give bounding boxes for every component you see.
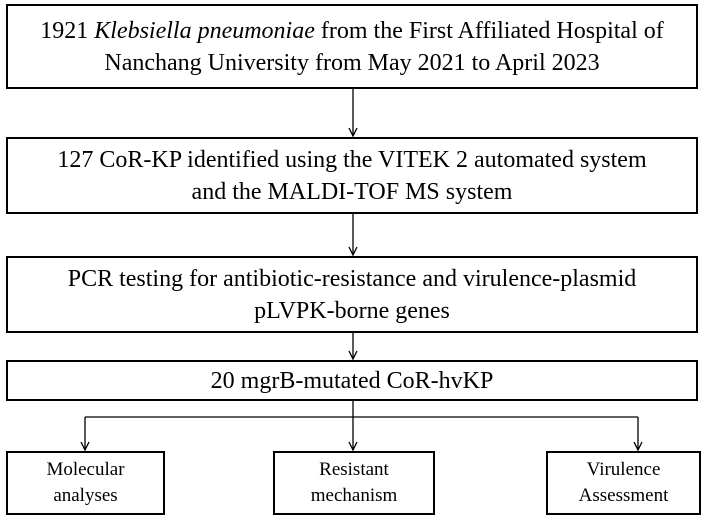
- outcome-resistant-line2: mechanism: [310, 485, 398, 506]
- step1-box: [6, 4, 698, 89]
- step2-box: [6, 137, 698, 214]
- outcome-virulence-line1: Virulence: [586, 459, 661, 480]
- step3-line1: PCR testing for antibiotic-resistance and virulence-plasmid: [67, 265, 637, 292]
- outcome-virulence-line2: Assessment: [578, 485, 669, 506]
- step2-line2: and the MALDI-TOF MS system: [191, 178, 513, 205]
- step4-box: [6, 360, 698, 401]
- step4-label: 20 mgrB-mutated CoR-hvKP: [210, 367, 494, 394]
- step2-line1: 127 CoR-KP identified using the VITEK 2 automated system: [57, 146, 647, 173]
- step1-line1: 1921 Klebsiella pneumoniae from the First Affiliated Hospital of: [40, 17, 664, 44]
- outcome-molecular-line1: Molecular: [46, 459, 125, 480]
- outcome-virulence-assessment-box: [546, 451, 701, 515]
- step3-line2: pLVPK-borne genes: [254, 297, 450, 324]
- outcome-molecular-line2: analyses: [53, 485, 118, 506]
- species-name: Klebsiella pneumoniae: [94, 17, 315, 44]
- step3-box: [6, 256, 698, 333]
- outcome-resistant-mechanism-box: [273, 451, 435, 515]
- outcome-molecular-analyses-box: [6, 451, 165, 515]
- outcome-resistant-line1: Resistant: [319, 459, 389, 480]
- step1-line2: Nanchang University from May 2021 to April 2023: [104, 49, 600, 76]
